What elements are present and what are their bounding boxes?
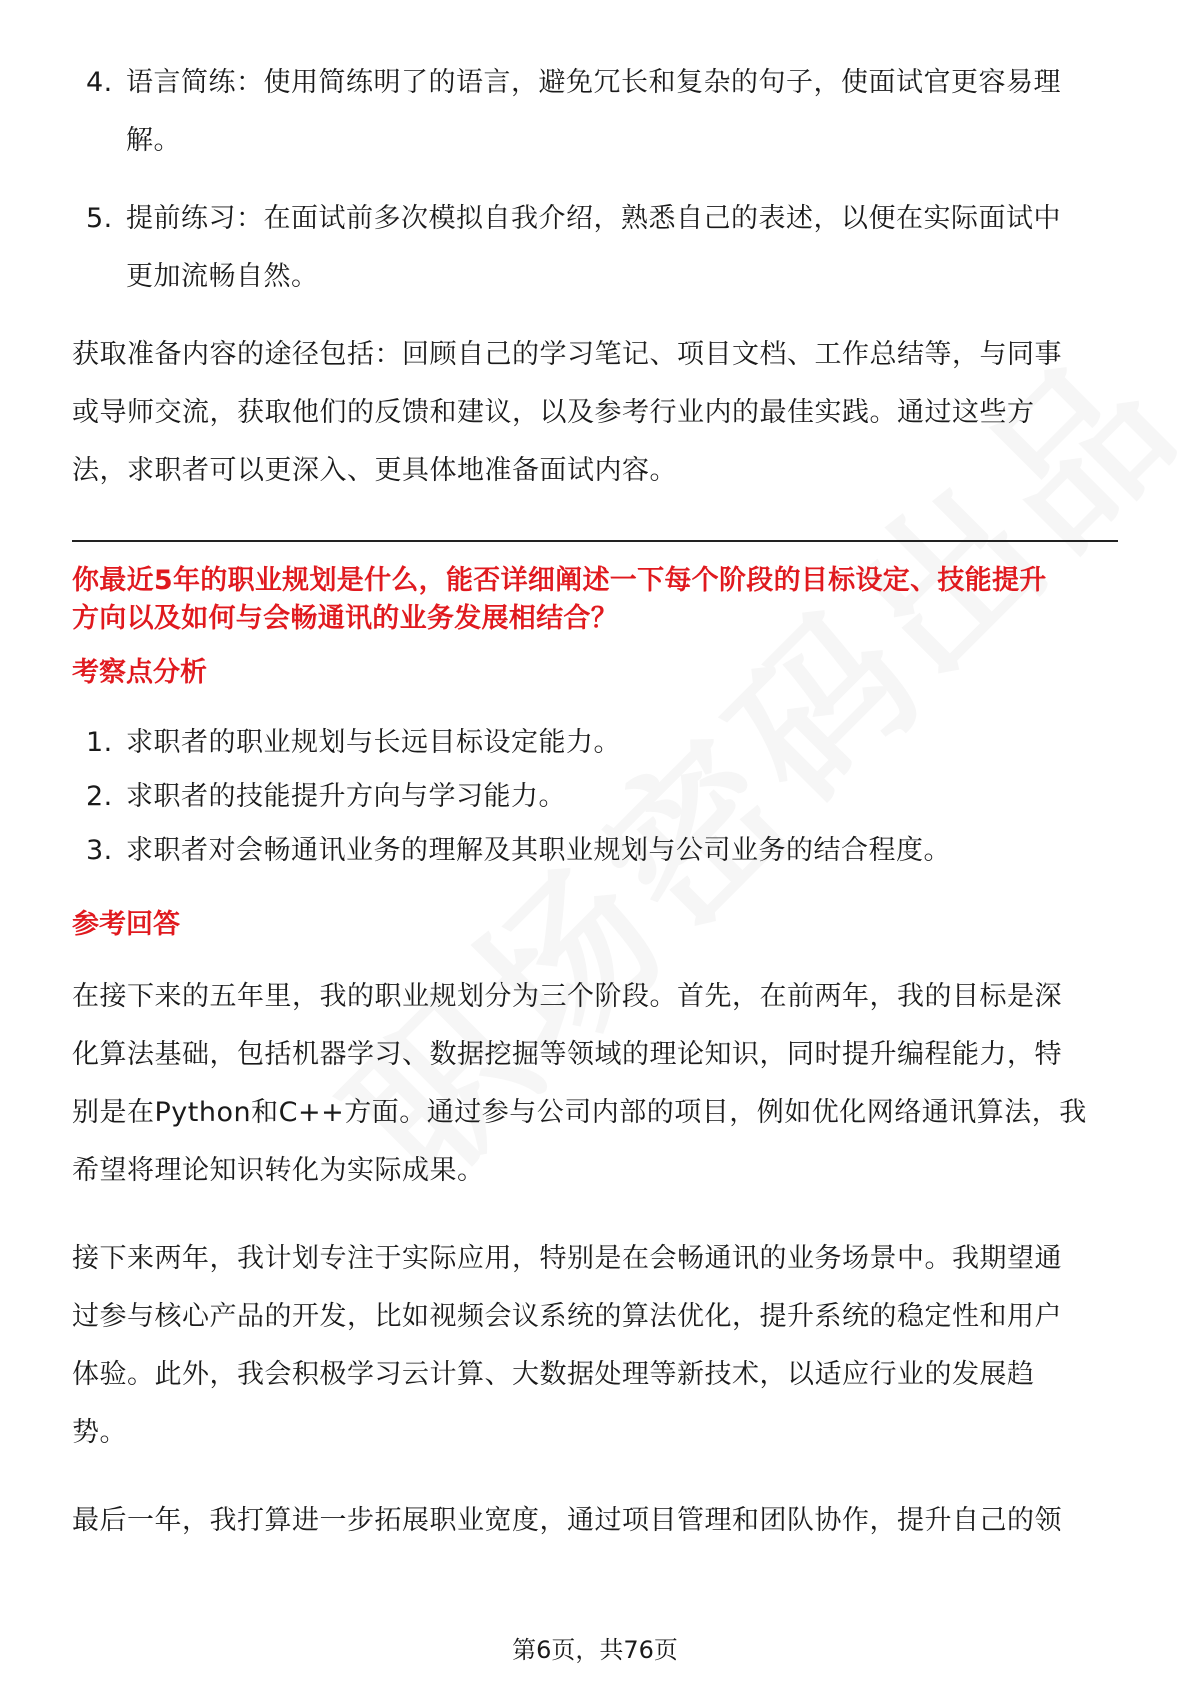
analysis-list: [72, 716, 1118, 878]
paragraph-line: 最后一年，我打算进一步拓展职业宽度，通过项目管理和团队协作，提升自己的领: [72, 1505, 1062, 1536]
list-number: 1.: [86, 727, 113, 758]
document-page: [72, 54, 1118, 1550]
list-item: [72, 190, 1118, 306]
list-item: [72, 716, 1118, 770]
paragraph-line: 或导师交流，获取他们的反馈和建议，以及参考行业内的最佳实践。通过这些方: [72, 397, 1035, 428]
list-text: 解。: [126, 125, 181, 156]
list-number: 5.: [86, 203, 113, 234]
paragraph-line: 过参与核心产品的开发，比如视频会议系统的算法优化，提升系统的稳定性和用户: [72, 1301, 1062, 1332]
list-text: 求职者对会畅通讯业务的理解及其职业规划与公司业务的结合程度。: [126, 835, 951, 866]
paragraph-line: 接下来两年，我计划专注于实际应用，特别是在会畅通讯的业务场景中。我期望通: [72, 1243, 1062, 1274]
paragraph-line: 势。: [72, 1417, 127, 1448]
list-number: 4.: [86, 67, 113, 98]
list-item: [72, 54, 1118, 170]
paragraph-line: 法，求职者可以更深入、更具体地准备面试内容。: [72, 455, 677, 486]
list-text: 更加流畅自然。: [126, 261, 319, 292]
list-text: 语言简练：使用简练明了的语言，避免冗长和复杂的句子，使面试官更容易理: [126, 67, 1061, 98]
list-item: [72, 824, 1118, 878]
list-number: 2.: [86, 781, 113, 812]
paragraph-line: 获取准备内容的途径包括：回顾自己的学习笔记、项目文档、工作总结等，与同事: [72, 339, 1062, 370]
prep-paragraph: [72, 326, 1118, 500]
list-text: 提前练习：在面试前多次模拟自我介绍，熟悉自己的表述，以便在实际面试中: [126, 203, 1061, 234]
question-heading: [72, 562, 1118, 638]
answer-paragraph: [72, 1492, 1118, 1550]
list-text: 求职者的技能提升方向与学习能力。: [126, 781, 566, 812]
tips-list: [72, 54, 1118, 306]
paragraph-line: 体验。此外，我会积极学习云计算、大数据处理等新技术，以适应行业的发展趋: [72, 1359, 1035, 1390]
list-text: 求职者的职业规划与长远目标设定能力。: [126, 727, 621, 758]
paragraph-line: 希望将理论知识转化为实际成果。: [72, 1155, 485, 1186]
paragraph-line: 化算法基础，包括机器学习、数据挖掘等领域的理论知识，同时提升编程能力，特: [72, 1039, 1062, 1070]
question-line: 方向以及如何与会畅通讯的业务发展相结合？: [72, 603, 618, 634]
paragraph-line: 别是在Python和C++方面。通过参与公司内部的项目，例如优化网络通讯算法，我: [72, 1097, 1087, 1128]
page-footer: 第6页，共76页: [512, 1636, 678, 1664]
question-line: 你最近5年的职业规划是什么，能否详细阐述一下每个阶段的目标设定、技能提升: [72, 565, 1047, 596]
list-number: 3.: [86, 835, 113, 866]
list-item: [72, 770, 1118, 824]
answer-paragraph: [72, 1230, 1118, 1462]
answer-paragraph: [72, 968, 1118, 1200]
analysis-title: 考察点分析: [72, 657, 207, 688]
section-divider: [72, 540, 1118, 542]
answer-title: 参考回答: [72, 909, 180, 940]
paragraph-line: 在接下来的五年里，我的职业规划分为三个阶段。首先，在前两年，我的目标是深: [72, 981, 1062, 1012]
